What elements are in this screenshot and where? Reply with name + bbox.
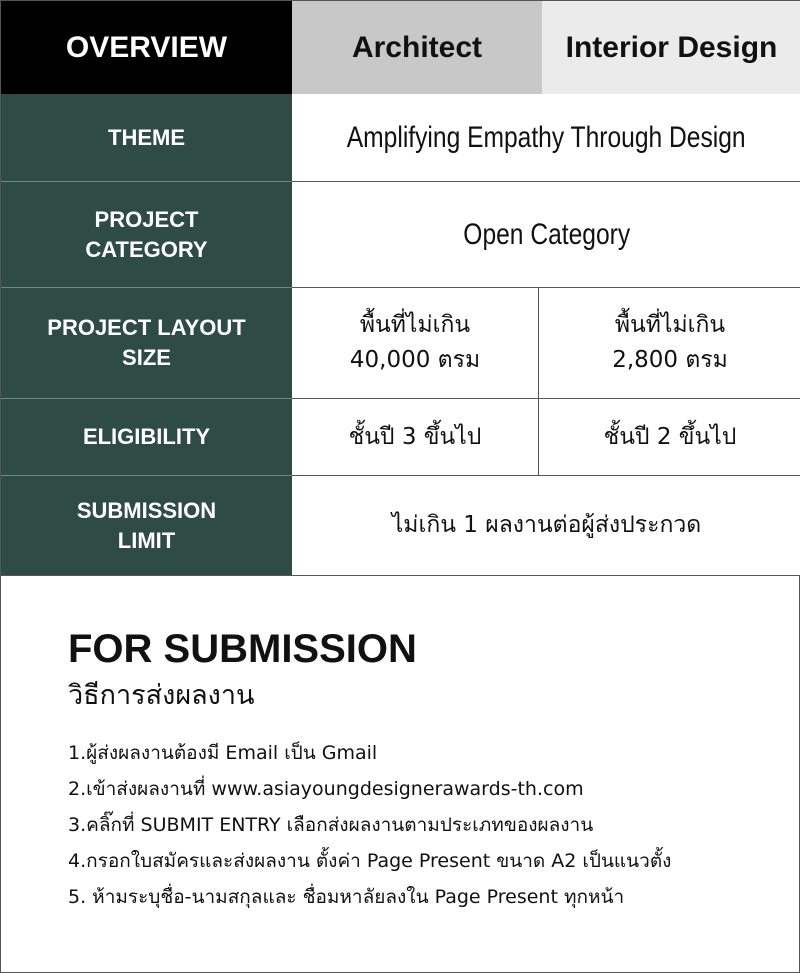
submission-section [68,621,788,915]
layout-size-architect-cell [292,287,539,398]
submission-step: 5. ห้ามระบุชื่อ-นามสกุลและ ชื่อมหาลัยลงใน Page Present ทุกหน้า [68,886,625,908]
tab-interior-design-label: Interior Design [565,30,778,64]
eligibility-architect-cell [292,398,539,475]
submission-steps-list [68,735,788,915]
project-category-label-cell [1,181,292,287]
submission-step: 1.ผู้ส่งผลงานต้องมี Email เป็น Gmail [68,742,378,764]
layout-size-label-line2: SIZE [122,345,171,370]
eligibility-label: ELIGIBILITY [82,424,211,449]
layout-size-interior-line2: 2,800 ตรม [612,347,728,373]
project-category-label-line1: PROJECT [94,206,199,232]
project-category-value-cell [292,181,800,287]
theme-value-cell [292,94,800,181]
submission-title: FOR SUBMISSION [68,627,417,671]
layout-size-architect-line2: 40,000 ตรม [349,347,481,373]
tab-overview-label: OVERVIEW [65,30,228,64]
layout-size-interior-cell [539,287,800,398]
eligibility-architect-value: ชั้นปี 3 ขึ้นไป [348,423,482,450]
tab-architect-label: Architect [351,30,483,64]
eligibility-interior-value: ชั้นปี 2 ขึ้นไป [603,423,737,450]
submission-limit-label-line2: LIMIT [117,527,176,553]
theme-label-cell [1,94,292,181]
project-category-label-line2: CATEGORY [85,236,208,262]
tab-architect[interactable] [292,1,542,94]
table-bottom-divider [1,575,800,576]
submission-step: 3.คลิ๊กที่ SUBMIT ENTRY เลือกส่งผลงานตามประเภทของผลงาน [68,814,594,836]
theme-value: Amplifying Empathy Through Design [347,120,746,154]
tab-interior-design[interactable] [542,1,800,94]
eligibility-label-cell [1,398,292,475]
submission-step: 4.กรอกใบสมัครและส่งผลงาน ตั้งค่า Page Present ขนาด A2 เป็นแนวตั้ง [68,850,672,872]
layout-size-label-line1: PROJECT LAYOUT [47,315,246,340]
submission-step: 2.เข้าส่งผลงานที่ www.asiayoungdesignerawards-th.com [68,778,584,800]
project-category-value: Open Category [463,217,630,251]
submission-limit-value-cell [292,475,800,575]
eligibility-interior-cell [539,398,800,475]
layout-size-label-cell [1,287,292,398]
submission-limit-label-cell [1,475,292,575]
theme-label: THEME [108,124,185,150]
submission-subtitle: วิธีการส่งผลงาน [68,680,255,711]
submission-limit-value: ไม่เกิน 1 ผลงานต่อผู้ส่งประกวด [391,512,702,538]
submission-limit-label-line1: SUBMISSION [76,497,217,523]
layout-size-architect-line1: พื้นที่ไม่เกิน [359,312,471,338]
tab-overview[interactable] [1,1,292,94]
layout-size-interior-line1: พื้นที่ไม่เกิน [614,312,726,338]
